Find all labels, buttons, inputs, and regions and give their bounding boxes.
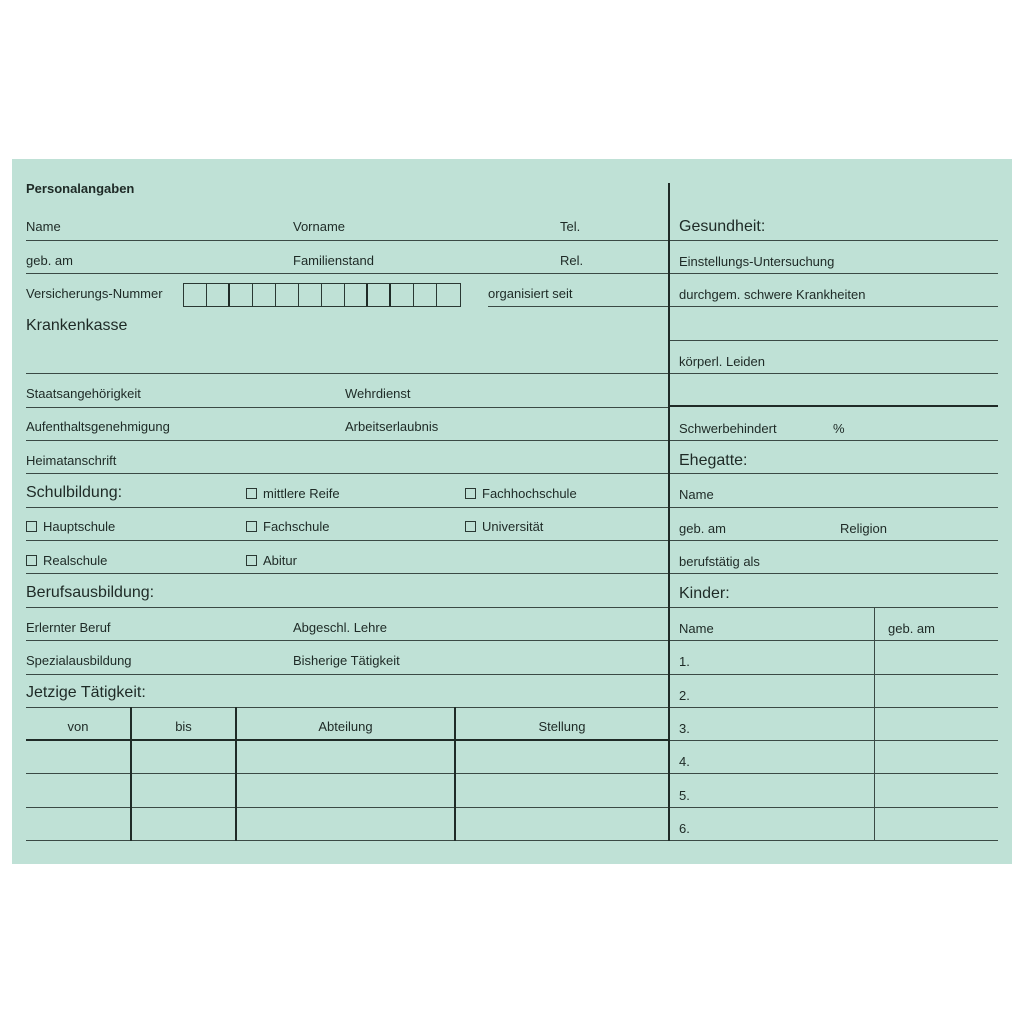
personnel-form-card xyxy=(12,159,1012,864)
rule xyxy=(26,607,670,608)
label-percent: % xyxy=(833,421,845,436)
label-tel: Tel. xyxy=(560,219,581,234)
label-familienstand: Familienstand xyxy=(293,253,374,268)
option-label: Fachschule xyxy=(263,519,330,534)
rule xyxy=(26,407,670,408)
rule xyxy=(26,507,670,508)
checkbox-icon[interactable] xyxy=(465,488,476,499)
rule xyxy=(488,306,670,307)
section-divider xyxy=(670,405,998,407)
table-header-abteilung: Abteilung xyxy=(318,719,373,734)
option-label: Realschule xyxy=(43,553,108,568)
label-geb-am: geb. am xyxy=(26,253,73,268)
versicherungs-nummer-boxes[interactable] xyxy=(183,283,461,307)
label-wehrdienst: Wehrdienst xyxy=(345,386,411,401)
checkbox-icon[interactable] xyxy=(246,555,257,566)
heading-ehegatte: Ehegatte: xyxy=(679,452,748,469)
option-label: Abitur xyxy=(263,553,297,568)
checkbox-icon[interactable] xyxy=(465,521,476,532)
rule xyxy=(26,640,670,641)
rule xyxy=(670,807,998,808)
checkbox-icon[interactable] xyxy=(26,521,37,532)
heading-gesundheit: Gesundheit: xyxy=(679,218,766,235)
option-fachschule[interactable] xyxy=(246,520,329,533)
label-berufstaetig: berufstätig als xyxy=(679,554,760,569)
rule xyxy=(670,340,998,341)
label-ehegatte-geb-am: geb. am xyxy=(679,521,726,536)
rule xyxy=(670,707,998,708)
label-vorname: Vorname xyxy=(293,219,346,234)
heading-jetzige-taetigkeit: Jetzige Tätigkeit: xyxy=(26,684,146,701)
rule xyxy=(670,640,998,641)
option-abitur[interactable] xyxy=(246,554,297,567)
table-header-stellung: Stellung xyxy=(538,719,586,734)
label-koerperl-leiden: körperl. Leiden xyxy=(679,354,765,369)
label-organisiert-seit: organisiert seit xyxy=(488,286,573,301)
label-krankenkasse: Krankenkasse xyxy=(26,317,128,334)
rule xyxy=(26,773,670,774)
kinder-row-number: 1. xyxy=(679,654,690,669)
option-label: Hauptschule xyxy=(43,519,116,534)
rule xyxy=(670,440,998,441)
rule xyxy=(26,707,670,708)
kinder-row-number: 3. xyxy=(679,721,690,736)
option-label: Universität xyxy=(482,519,544,534)
rule xyxy=(26,840,670,841)
rule xyxy=(26,473,670,474)
option-hauptschule[interactable] xyxy=(26,520,115,533)
label-name: Name xyxy=(26,219,61,234)
checkbox-icon[interactable] xyxy=(246,521,257,532)
column-divider xyxy=(668,183,670,841)
option-mittlere-reife[interactable] xyxy=(246,487,340,500)
label-einstellungs-untersuchung: Einstellungs-Untersuchung xyxy=(679,254,835,269)
option-universitaet[interactable] xyxy=(465,520,543,533)
rule xyxy=(26,540,670,541)
rule xyxy=(670,773,998,774)
rule xyxy=(26,807,670,808)
rule xyxy=(670,573,998,574)
rule xyxy=(26,573,670,574)
label-rel: Rel. xyxy=(560,253,584,268)
rule xyxy=(670,273,998,274)
label-heimatanschrift: Heimatanschrift xyxy=(26,453,117,468)
label-arbeitserlaubnis: Arbeitserlaubnis xyxy=(345,419,439,434)
rule xyxy=(26,674,670,675)
option-realschule[interactable] xyxy=(26,554,107,567)
table-header-von: von xyxy=(67,719,89,734)
rule xyxy=(670,674,998,675)
checkbox-icon[interactable] xyxy=(26,555,37,566)
table-header-rule xyxy=(26,739,670,741)
label-schwerbehindert: Schwerbehindert xyxy=(679,421,777,436)
label-aufenthaltsgenehmigung: Aufenthaltsgenehmigung xyxy=(26,419,170,434)
rule xyxy=(670,240,998,241)
table-header-bis: bis xyxy=(175,719,192,734)
rule xyxy=(26,240,670,241)
heading-kinder: Kinder: xyxy=(679,585,730,602)
heading-berufsausbildung: Berufsausbildung: xyxy=(26,584,155,601)
kinder-row-number: 2. xyxy=(679,688,690,703)
kinder-row-number: 5. xyxy=(679,788,690,803)
rule xyxy=(670,540,998,541)
label-schwere-krankheiten: durchgem. schwere Krankheiten xyxy=(679,287,866,302)
label-versicherungsnummer: Versicherungs-Nummer xyxy=(26,286,163,301)
checkbox-icon[interactable] xyxy=(246,488,257,499)
label-staatsangehoerigkeit: Staatsangehörigkeit xyxy=(26,386,141,401)
option-label: mittlere Reife xyxy=(263,486,340,501)
rule xyxy=(670,507,998,508)
label-ehegatte-name: Name xyxy=(679,487,714,502)
label-kinder-geb-am: geb. am xyxy=(888,621,935,636)
option-label: Fachhochschule xyxy=(482,486,577,501)
rule xyxy=(670,306,998,307)
rule xyxy=(26,273,670,274)
rule xyxy=(670,740,998,741)
rule xyxy=(670,473,998,474)
label-bisherige-taetigkeit: Bisherige Tätigkeit xyxy=(293,653,400,668)
heading-schulbildung: Schulbildung: xyxy=(26,484,123,501)
rule xyxy=(26,440,670,441)
label-kinder-name: Name xyxy=(679,621,714,636)
label-spezialausbildung: Spezialausbildung xyxy=(26,653,132,668)
rule xyxy=(670,607,998,608)
label-erlernter-beruf: Erlernter Beruf xyxy=(26,620,111,635)
option-fachhochschule[interactable] xyxy=(465,487,577,500)
kinder-row-number: 6. xyxy=(679,821,690,836)
kinder-row-number: 4. xyxy=(679,754,690,769)
rule xyxy=(26,373,670,374)
label-religion: Religion xyxy=(840,521,887,536)
rule xyxy=(670,373,998,374)
label-abgeschl-lehre: Abgeschl. Lehre xyxy=(293,620,387,635)
kinder-col-divider xyxy=(874,607,875,841)
section-title-personalangaben: Personalangaben xyxy=(26,181,135,196)
rule xyxy=(670,840,998,841)
